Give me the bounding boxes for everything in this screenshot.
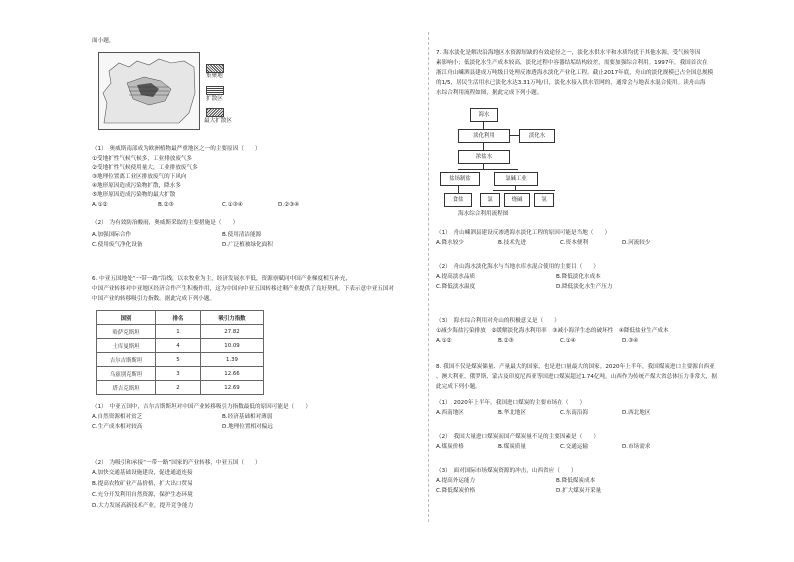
table-cell: 吉尔吉斯斯坦 xyxy=(97,353,156,367)
passage-line: 浙江舟山嵊泗县建成万吨级日处理反渗透海水淡化产业化工程。截止2017年底，舟山的淡化规模已占全国总规模 xyxy=(436,70,714,76)
choice-b[interactable]: B.华北地区 xyxy=(498,410,526,416)
choice-a[interactable]: A.加快交通基础设施建设，促进通道连接 xyxy=(92,470,193,476)
legend-label-2: 扩散区 xyxy=(206,96,223,102)
table-cell: 1.39 xyxy=(201,353,264,367)
choice-c[interactable]: C.东南沿海 xyxy=(560,410,589,416)
europe-map xyxy=(98,52,200,130)
choice-a[interactable]: A.降水较少 xyxy=(436,240,464,246)
question-stem: （1） 2020年上半年，我国进口煤炭的主要市场在（ ） xyxy=(436,400,586,406)
flow-chart xyxy=(436,104,566,224)
question-stem: （3） 海水综合利用对舟山的积极意义是（ ） xyxy=(436,318,560,324)
choice-a[interactable]: A.加强国际合作 xyxy=(92,232,132,238)
flow-connector xyxy=(458,169,518,170)
statement-line: ①减少海盐污染排放 ②缓解淡化海水利用率 ③减小海洋生态的破坏性 ④降低盐业生产成本 xyxy=(436,328,669,334)
flow-connector xyxy=(509,135,519,136)
passage-line: 、澳大利亚、俄罗斯、蒙古及印度尼西亚等国进口煤炭超过1.74亿吨。山西作为传统产煤大省总体压力非常大，据 xyxy=(436,374,717,380)
flow-product-salt: 食盐 xyxy=(444,193,472,207)
flow-node-salt: 盐场制盐 xyxy=(440,172,480,186)
choice-c[interactable]: C.交通运输 xyxy=(560,444,589,450)
choice-d[interactable]: D.降低淡化水生产压力 xyxy=(556,284,613,290)
choice-b[interactable]: B.②③ xyxy=(158,202,174,208)
table-cell: 1 xyxy=(156,325,201,339)
choice-a[interactable]: A.①② xyxy=(92,202,108,208)
option-line: ①受地扩性气候气候多，工业排放废气多 xyxy=(92,156,193,162)
passage-line: 的1/5，居民生活用水已淡化水达3.31万吨/日，淡化水接入供水管网的，通常会与地表水混合使用。读舟山海 xyxy=(436,80,706,86)
table-cell: 3 xyxy=(156,367,201,381)
flow-product-caustic: 烧碱 xyxy=(504,193,530,207)
table-cell: 塔吉克斯坦 xyxy=(97,381,156,395)
choice-b[interactable]: B.降低淡化水成本 xyxy=(556,274,601,280)
attraction-table xyxy=(96,310,264,395)
column-divider xyxy=(428,32,429,522)
table-cell: 27.82 xyxy=(201,325,264,339)
table-cell: 12.69 xyxy=(201,381,264,395)
table-cell: 4 xyxy=(156,339,201,353)
choice-c[interactable]: C.使用废气净化设备 xyxy=(92,242,143,248)
flow-product-hydrogen: 氢 xyxy=(534,193,554,207)
choice-c[interactable]: C.资本便利 xyxy=(560,240,589,246)
choice-d[interactable]: D.地理位置相对偏远 xyxy=(222,424,273,430)
choice-d[interactable]: D.河流较少 xyxy=(622,240,651,246)
choice-b[interactable]: B.经济基础相对薄弱 xyxy=(222,414,273,420)
legend-swatch-max-diffusion xyxy=(206,108,224,117)
table-header: 国别 xyxy=(97,311,156,325)
table-header: 排名 xyxy=(156,311,201,325)
passage-line: 中国产业转移对中亚地区经济合作产生积极作用，这为中国向中亚五国转移过剩产业提供了良好契机。下表示意中亚五国对 xyxy=(92,286,395,292)
question-stem: （2） 为吸引和承接“一带一路”国家的产业转移，中亚五国（ ） xyxy=(92,460,261,466)
option-line: ②受地扩性气候使用量大，工业排放废气多 xyxy=(92,165,198,171)
choice-b[interactable]: B.②③ xyxy=(498,338,514,344)
table-row xyxy=(97,381,264,395)
flow-connector xyxy=(458,185,459,193)
flow-connector xyxy=(483,142,484,150)
table-header: 吸引力指数 xyxy=(201,311,264,325)
flow-node-desal-use: 淡化利用 xyxy=(458,129,510,143)
question-stem: （2） 舟山海水淡化海水与当地水库水混合使用的主要目（ ） xyxy=(436,264,599,270)
choice-a[interactable]: A.①② xyxy=(436,338,452,344)
choice-a[interactable]: A.西南地区 xyxy=(436,410,464,416)
choice-a[interactable]: A.提高外运能力 xyxy=(436,478,476,484)
choice-b[interactable]: B.煤炭质量 xyxy=(498,444,526,450)
choice-d[interactable]: D.广泛植被绿化面积 xyxy=(222,242,273,248)
question-stem: （2） 为有效防治酸雨，奥威斯采取的主要措施是（ ） xyxy=(92,220,239,226)
choice-d[interactable]: D.扩大煤炭开采量 xyxy=(556,488,602,494)
choice-a[interactable]: A.自然资源相对贫乏 xyxy=(92,414,143,420)
option-line: ④地形原因造成污染物扩散，降水多 xyxy=(92,183,181,189)
table-cell: 哈萨克斯坦 xyxy=(97,325,156,339)
table-cell: 土库曼斯坦 xyxy=(97,339,156,353)
question-stem: （1） 中亚五国中，吉尔吉斯斯坦对中国产业转移吸引力指数最低的原因可能是（ ） xyxy=(92,404,311,410)
table-cell: 12.66 xyxy=(201,367,264,381)
choice-b[interactable]: B.技术先进 xyxy=(498,240,526,246)
intro-text: 面小题。 xyxy=(92,38,115,44)
table-header-row xyxy=(97,311,264,325)
choice-c[interactable]: C.降低煤炭价格 xyxy=(436,488,476,494)
choice-c[interactable]: C.充分开发利用自然资源，保护生态环境 xyxy=(92,492,193,498)
choice-b[interactable]: B.降低煤炭成本 xyxy=(556,478,596,484)
passage-line: 8. 我国不仅是煤炭储量、产量最大的国家，也是进口量最大的国家。2020年上半年，我国煤炭进口主要源自西亚 xyxy=(436,364,715,370)
passage-line: 水综合利用流程如图，据此完成下列小题。 xyxy=(436,90,543,96)
table-cell: 2 xyxy=(156,381,201,395)
choice-c[interactable]: C.降低淡水温度 xyxy=(436,284,476,290)
question-stem: （3） 面对国际市场煤炭资源的冲击，山西省应（ ） xyxy=(436,468,577,474)
choice-d[interactable]: D.②③④ xyxy=(278,202,300,208)
choice-d[interactable]: D.大力发展高新技术产业，提升竞争能力 xyxy=(92,503,194,509)
choice-c[interactable]: C.①③④ xyxy=(222,202,243,208)
legend-label-3: 最大扩散区 xyxy=(204,118,232,124)
flow-connector xyxy=(483,121,484,129)
table-row xyxy=(97,325,264,339)
passage-line: 素影响小；低淡化水生产成本较高，淡化过程中容器结垢结构较差，需要加强综合利用。1997年，我国首次在 xyxy=(436,60,708,66)
passage-line: 6. 中亚五国地处“一带一路”沿线，以农牧业为主，经济发展水平低，资源禀赋同中国产业梯度相互补充， xyxy=(92,276,352,282)
choice-d[interactable]: D.③④ xyxy=(622,338,639,344)
map-graphic xyxy=(99,53,199,129)
question-stem: （1） 舟山嵊泗县建设反渗透海水淡化工程的原因可能是当地（ ） xyxy=(436,230,611,236)
flow-node-sea: 海水 xyxy=(470,108,498,122)
table-cell: 乌兹别克斯坦 xyxy=(97,367,156,381)
option-line: ⑤地形原因造成污染物的最大扩散 xyxy=(92,192,176,198)
choice-a[interactable]: A.煤炭价格 xyxy=(436,444,464,450)
question-stem: （2） 我国大量进口煤炭而国产煤炭量不足的主要因素是（ ） xyxy=(436,434,599,440)
table-row xyxy=(97,367,264,381)
choice-d[interactable]: D.西北地区 xyxy=(622,410,651,416)
choice-c[interactable]: C.①④ xyxy=(560,338,576,344)
flow-node-chem: 氯碱工业 xyxy=(494,172,538,186)
table-cell: 5 xyxy=(156,353,201,367)
flow-caption: 海水综合利用流程图 xyxy=(458,211,509,217)
table-row xyxy=(97,353,264,367)
flow-node-brine: 浓盐水 xyxy=(458,150,510,164)
choice-b[interactable]: B.使用清洁能源 xyxy=(222,232,262,238)
choice-d[interactable]: D.市场需求 xyxy=(622,444,651,450)
legend-label-1: 集聚地 xyxy=(206,73,223,79)
flow-connector xyxy=(493,190,555,191)
passage-line: 此完成下列小题。 xyxy=(436,384,481,390)
legend-swatch-diffusion xyxy=(206,86,224,95)
passage-line: 7. 海水淡化是解决沿海地区水资源短缺的有效途径之一，淡化水供水平和水质均优于其他水源。受气候等因 xyxy=(436,50,701,56)
passage-line: 中国产业的转移吸引力指数。据此完成下列小题。 xyxy=(92,296,216,302)
choice-c[interactable]: C.生产成本相对较高 xyxy=(92,424,143,430)
flow-product-chlorine: 氯 xyxy=(480,193,500,207)
table-row xyxy=(97,339,264,353)
table-cell: 10.09 xyxy=(201,339,264,353)
option-line: ③地理位置离工业区排放废气的下风向 xyxy=(92,174,187,180)
question-stem: （1） 奥威斯南部成为欧洲植物最严重地区之一的主要原因（ ） xyxy=(92,146,261,152)
flow-node-fresh: 淡化水 xyxy=(519,129,555,143)
legend-swatch-concentration xyxy=(206,64,224,73)
choice-b[interactable]: B.提高农牧矿业产品价格，扩大出口贸易 xyxy=(92,481,193,487)
choice-a[interactable]: A.提高淡水品质 xyxy=(436,274,476,280)
